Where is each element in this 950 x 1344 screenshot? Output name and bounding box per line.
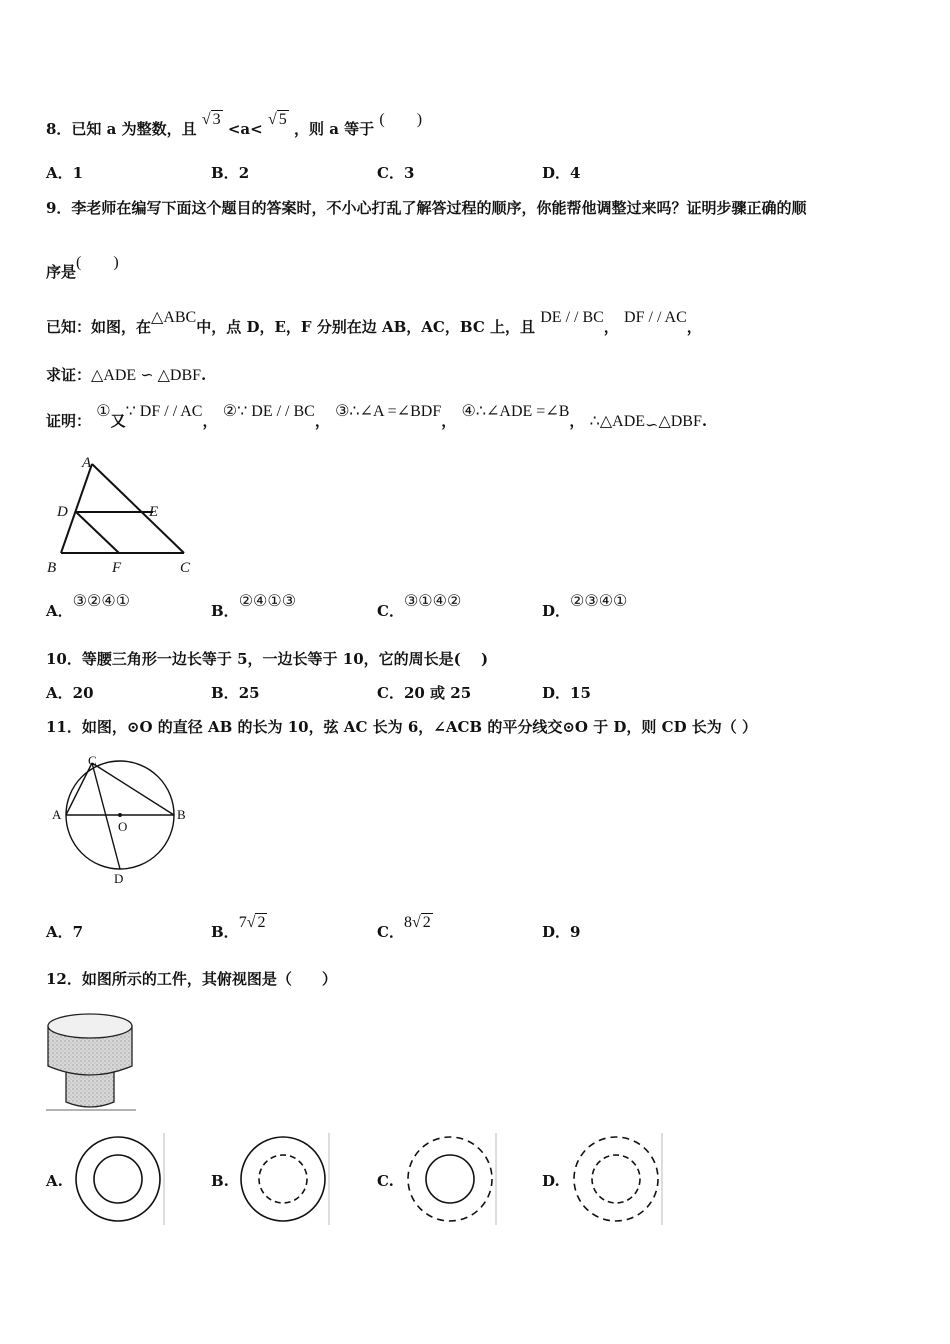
- q9-step1-num: ①: [96, 403, 111, 420]
- q10-option-c[interactable]: [377, 682, 471, 703]
- q8-option-b-value: 2: [238, 164, 250, 182]
- q8-option-c[interactable]: [377, 162, 414, 183]
- q12-option-a-view[interactable]: [72, 1133, 166, 1225]
- q9-stem-line2: [46, 254, 119, 282]
- q12-stem: 12．如图所示的工件，其俯视图是（ ）: [46, 970, 337, 988]
- q9-label-f: F: [112, 560, 122, 576]
- q9-option-a-label: A．: [46, 602, 73, 620]
- q10-option-c-value: 20 或 25: [403, 684, 472, 702]
- q12-a-inner-circle: [94, 1155, 142, 1203]
- q12-b-outer-circle: [241, 1137, 325, 1221]
- q11-option-d[interactable]: [542, 921, 580, 942]
- q9-step5: ∴△ADE: [589, 413, 646, 430]
- q9-step3: ③∴∠A =∠BDF: [335, 403, 442, 420]
- q11-label-o: O: [118, 819, 128, 834]
- q10-stem: 10．等腰三角形一边长等于 5，一边长等于 10，它的周长是( ): [46, 650, 489, 668]
- q12-option-b-label[interactable]: B.: [211, 1172, 229, 1190]
- q9-option-c-value: ③①④②: [403, 593, 462, 610]
- q8-option-a-value: 1: [72, 164, 84, 182]
- q9-given-mid: 中，点 D，E，F 分别在边 AB，AC，BC 上，且: [196, 318, 535, 336]
- q11-option-c-value: 8√ 2: [403, 914, 431, 931]
- q9-option-d[interactable]: [542, 593, 628, 621]
- q10-option-d[interactable]: [542, 682, 591, 703]
- q8-tail: ，则 a 等于: [293, 120, 375, 138]
- q10-option-a-label: A．: [46, 684, 73, 702]
- q12-option-c-label[interactable]: C.: [377, 1172, 394, 1190]
- q11-chord-ac: [66, 763, 92, 815]
- q9-option-b[interactable]: [211, 593, 297, 621]
- q8-option-b[interactable]: [211, 162, 249, 183]
- q9-comma-d: ，: [569, 412, 585, 430]
- q11-option-b[interactable]: [211, 914, 267, 942]
- q11-option-b-rad: 2: [257, 914, 266, 931]
- q9-step1-you: 又: [110, 412, 126, 430]
- q10-option-a[interactable]: [46, 682, 94, 703]
- q12-d-outer-dashed-circle: [574, 1137, 658, 1221]
- q8-option-d-value: 4: [570, 164, 581, 182]
- q8-option-c-label: C．: [377, 164, 404, 182]
- q12-c-outer-dashed-circle: [408, 1137, 492, 1221]
- q8-rad2: 5: [278, 111, 287, 128]
- q9-given-parallel2: DF / / AC: [624, 309, 687, 326]
- q8-option-a[interactable]: [46, 162, 83, 183]
- q9-proof: [46, 403, 708, 434]
- q9-step5-end: △DBF: [658, 413, 702, 430]
- q9-option-c[interactable]: [377, 593, 462, 621]
- q8-option-d-label: D．: [542, 164, 571, 182]
- q11-label-c: C: [88, 753, 97, 768]
- q9-step4: ④∴∠ADE =∠B: [461, 403, 570, 420]
- q10-option-d-value: 15: [570, 684, 591, 702]
- q9-option-b-value: ②④①③: [238, 593, 297, 610]
- q11-center-dot: [118, 813, 122, 817]
- q11-option-a-label: A．: [46, 923, 73, 941]
- q12-c-inner-circle: [426, 1155, 474, 1203]
- q11-option-d-value: 9: [570, 923, 581, 941]
- q11-option-c-rad: 2: [422, 914, 431, 931]
- q9-option-d-label: D．: [542, 602, 571, 620]
- q12-option-c-view[interactable]: [404, 1133, 498, 1225]
- q9-label-a: A: [82, 455, 92, 471]
- q11-label-d: D: [114, 871, 124, 886]
- q8-option-a-label: A．: [46, 164, 73, 182]
- q12-b-inner-dashed-circle: [259, 1155, 307, 1203]
- q9-comma-a: ，: [202, 412, 218, 430]
- q9-paren: ( ): [76, 254, 119, 271]
- q8-number-text: 8．已知 a 为整数，且: [46, 120, 197, 138]
- q9-proof-prefix: 证明：: [46, 412, 92, 430]
- q12-option-d-label[interactable]: D.: [542, 1172, 560, 1190]
- q12-option-b-view[interactable]: [237, 1133, 331, 1225]
- q9-given-prefix: 已知：如图，在: [46, 318, 152, 336]
- q9-step1-expr: ∵ DF / / AC: [125, 403, 203, 420]
- q9-label-c: C: [180, 560, 191, 576]
- q9-stem-xushi: 序是: [46, 263, 77, 281]
- q9-given-comma2: ，: [686, 318, 702, 336]
- q11-option-c[interactable]: [377, 914, 433, 942]
- q9-option-b-label: B．: [211, 602, 239, 620]
- q12-option-a-label[interactable]: A.: [46, 1172, 63, 1190]
- q9-label-e: E: [149, 504, 159, 520]
- q10-option-b-value: 25: [238, 684, 260, 702]
- q9-option-a[interactable]: [46, 593, 131, 621]
- q8-rad1: 3: [212, 111, 221, 128]
- q11-label-a: A: [52, 807, 62, 822]
- q9-label-d: D: [57, 504, 68, 520]
- q10-option-a-value: 20: [72, 684, 94, 702]
- q12-a-outer-circle: [76, 1137, 160, 1221]
- q9-prove-expr: △ADE ∽ △DBF: [91, 367, 202, 384]
- q9-step5-sim: ∽: [645, 417, 659, 434]
- q9-step2: ②∵ DE / / BC: [222, 403, 315, 420]
- q8-sqrt3: √ 3: [201, 111, 221, 128]
- q11-stem: 11．如图，⊙O 的直径 AB 的长为 10，弦 AC 长为 6，∠ACB 的平分线交⊙O 于 D，则 CD 长为（ ）: [46, 718, 758, 736]
- q9-segment-df: [76, 512, 119, 553]
- q10-option-b-label: B．: [211, 684, 239, 702]
- q8-stem: [46, 111, 423, 139]
- q8-option-d[interactable]: [542, 162, 580, 183]
- q12-workpiece-figure: [44, 1008, 140, 1112]
- q11-circle-figure: [46, 750, 196, 890]
- q9-comma-b: ，: [314, 412, 330, 430]
- q9-given-parallel1: DE / / BC: [540, 309, 604, 326]
- q11-option-c-label: C．: [377, 923, 404, 941]
- q9-triangle-figure: [40, 450, 210, 580]
- q12-d-inner-dashed-circle: [592, 1155, 640, 1203]
- q11-option-b-label: B．: [211, 923, 239, 941]
- q12-option-d-view[interactable]: [570, 1133, 664, 1225]
- q8-inequality: <a<: [227, 120, 263, 138]
- q11-option-d-label: D．: [542, 923, 571, 941]
- q9-given: [46, 309, 702, 337]
- q10-option-d-label: D．: [542, 684, 571, 702]
- q11-option-b-value: 7√ 2: [238, 914, 266, 931]
- q9-period: .: [701, 412, 708, 430]
- q11-option-a[interactable]: [46, 921, 83, 942]
- q9-option-c-label: C．: [377, 602, 404, 620]
- q9-prove: [46, 364, 206, 385]
- q12-upper-cylinder-top: [48, 1014, 132, 1038]
- q9-option-d-value: ②③④①: [570, 593, 628, 610]
- q9-comma-c: ，: [441, 412, 457, 430]
- q8-option-b-label: B．: [211, 164, 239, 182]
- q9-given-comma1: ，: [603, 318, 619, 336]
- q9-stem-line1: 9．李老师在编写下面这个题目的答案时，不小心打乱了解答过程的顺序，你能帮他调整过来吗？证明步骤正确的顺: [46, 199, 807, 217]
- q10-option-b[interactable]: [211, 682, 260, 703]
- q9-prove-prefix: 求证：: [46, 366, 92, 384]
- q9-option-a-value: ③②④①: [72, 593, 131, 610]
- q8-sqrt5: √ 5: [267, 111, 287, 128]
- q9-label-b: B: [47, 560, 57, 576]
- q9-prove-end: .: [201, 366, 207, 384]
- q11-option-a-value: 7: [72, 923, 84, 941]
- q9-given-triangle: △ABC: [151, 309, 197, 326]
- q11-option-b-coef: 7: [238, 914, 247, 931]
- q8-option-c-value: 3: [403, 164, 415, 182]
- q10-option-c-label: C．: [377, 684, 404, 702]
- q11-label-b: B: [177, 807, 186, 822]
- q8-paren: ( ): [379, 111, 423, 128]
- q11-option-c-coef: 8: [403, 914, 412, 931]
